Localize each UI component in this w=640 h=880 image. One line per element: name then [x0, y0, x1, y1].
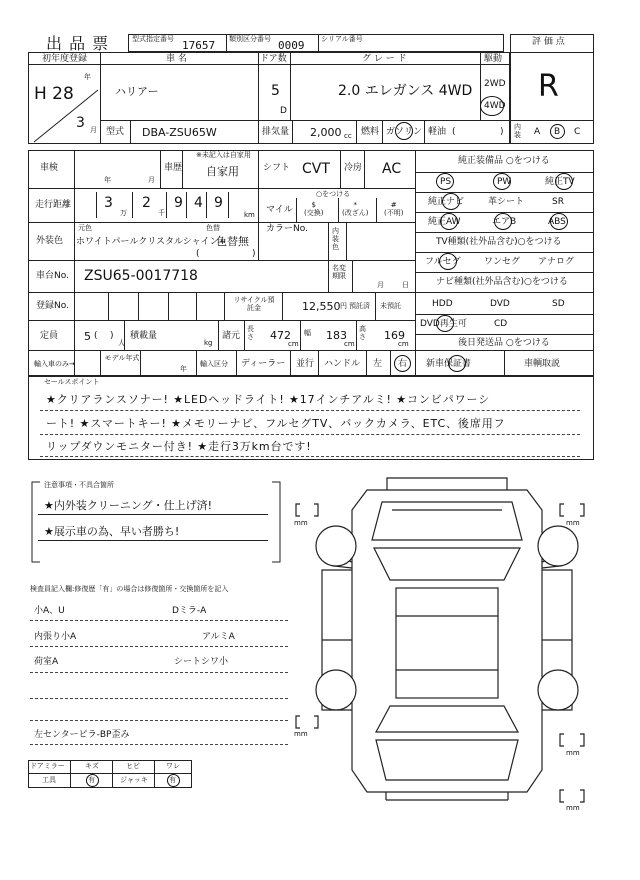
- length-value: 472: [270, 329, 291, 342]
- fuel-label: 燃料: [361, 127, 380, 137]
- displacement-label: 排気量: [262, 127, 290, 137]
- load-label: 積載量: [130, 331, 158, 341]
- inspector-entry: シートシワ小: [174, 657, 229, 667]
- interior-color-label: 内装色: [332, 227, 339, 252]
- meter-opt-exchange: $ (交換): [304, 201, 324, 217]
- chassis-label: 車台No.: [36, 271, 69, 281]
- inspector-entry: 荷室A: [34, 657, 59, 667]
- import-label: 輸入車のみ→: [34, 360, 75, 368]
- first-reg-label: 初年度登録: [42, 54, 88, 64]
- meter-opt-tamper: * (改ざん): [342, 201, 369, 217]
- cert-label: 型式指定番号: [132, 35, 174, 43]
- capacity-value: 5: [84, 330, 91, 343]
- grade-value: 2.0 エレガンス 4WD: [338, 83, 473, 99]
- model-label: 型式: [106, 127, 125, 137]
- tv-title: TV種類(社外品含む)○をつける: [436, 237, 562, 247]
- tire-unit: mm: [294, 519, 308, 527]
- mileage-digit: 9: [214, 195, 223, 211]
- import-type-label: 輸入区分: [200, 360, 228, 368]
- name-change-label: 名変期限: [332, 264, 346, 281]
- first-reg-month: 3: [76, 115, 85, 131]
- drive-label: 駆動: [484, 54, 503, 64]
- interior-label: 内装: [514, 123, 521, 139]
- serial-label: シリアル番号: [321, 35, 363, 43]
- shift-label: シフト: [263, 163, 291, 173]
- repaint-value: 色替無: [216, 235, 249, 248]
- width-value: 183: [326, 329, 347, 342]
- doors-label: ドア数: [260, 54, 287, 64]
- inspector-entry: 小A、U: [34, 606, 65, 616]
- fuel-value: ガソリン: [386, 127, 423, 137]
- airbag-selected-circle: [494, 213, 512, 230]
- tire-unit: mm: [566, 749, 580, 757]
- car-damage-diagram: [292, 470, 602, 810]
- inspector-entry: アルミA: [202, 632, 235, 642]
- chassis-value: ZSU65-0017718: [84, 268, 198, 284]
- history-value: 自家用: [206, 165, 239, 178]
- sales-points-label: セールスポイント: [44, 378, 100, 386]
- car-name: ハリアー: [115, 85, 159, 98]
- inspector-label: 検査員記入欄:修復歴「有」の場合は修復箇所・交換箇所を記入: [30, 585, 229, 593]
- meter-opt-unknown: # (不明): [384, 201, 404, 217]
- abs-selected-circle: [550, 213, 568, 230]
- car-name-label: 車 名: [166, 54, 187, 64]
- mileage-label: 走行距離: [35, 200, 72, 210]
- height-value: 169: [384, 329, 405, 342]
- first-reg-year: H 28: [34, 84, 74, 104]
- form-title: 出 品 票: [46, 34, 110, 53]
- color-no-label: カラーNo.: [266, 224, 308, 234]
- aircon-value: AC: [382, 161, 402, 177]
- shift-value: CVT: [302, 161, 330, 177]
- aw-selected-circle: [440, 213, 458, 230]
- grade-label: グ レ ー ド: [362, 54, 407, 64]
- model-year-label: モデル年式: [104, 354, 140, 362]
- cert-value: 17657: [182, 39, 216, 52]
- recycle-label: リサイクル預託金: [233, 296, 275, 313]
- mileage-digit: 2: [142, 195, 151, 211]
- notes-bracket: [28, 478, 284, 566]
- class-label: 類別区分番号: [229, 35, 271, 43]
- shaken-label: 車検: [40, 163, 59, 173]
- inspector-entry: 内張り小A: [34, 632, 77, 642]
- handle-label: ハンドル: [324, 359, 361, 369]
- aircon-label: 冷房: [344, 163, 363, 173]
- navi-title: ナビ種類(社外品含む)○をつける: [436, 277, 568, 287]
- tire-unit: mm: [566, 519, 580, 527]
- orig-color-value: ホワイトパールクリスタルシャイン+: [76, 237, 227, 247]
- reg-no-label: 登録No.: [36, 301, 69, 311]
- interior-selected-circle: [550, 124, 565, 139]
- genuine-title: 純正装備品 ○をつける: [458, 156, 550, 166]
- tire-unit: mm: [294, 730, 308, 738]
- displacement-value: 2,000: [310, 126, 342, 139]
- rating-label: 評 価 点: [532, 37, 565, 47]
- history-label: 車歴: [164, 163, 183, 173]
- ps-selected-circle: [436, 173, 454, 190]
- sales-line: ート! ★スマートキー! ★メモリーナビ、フルセグTV、バックカメラ、ETC、後席用フ: [46, 417, 506, 430]
- fuel-selected-circle: [395, 122, 413, 140]
- warranty-selected-circle: [448, 355, 466, 372]
- model-value: DBA-ZSU65W: [142, 126, 217, 139]
- inspector-entry: Dミラ-A: [172, 606, 207, 616]
- meter-label: マイル: [266, 205, 293, 215]
- note-line: ★展示車の為、早い者勝ち!: [44, 525, 180, 538]
- mileage-digit: 3: [104, 195, 113, 211]
- later-title: 後日発送品 ○をつける: [458, 338, 550, 348]
- class-value: 0009: [278, 39, 305, 52]
- recycle-value: 12,550: [302, 300, 341, 313]
- doors-value: 5: [271, 83, 280, 99]
- tv-selected-circle: [555, 173, 573, 190]
- sales-line: ★クリアランスソナー! ★LEDヘッドライト! ★17インチアルミ! ★コンビパワーシ: [46, 393, 491, 406]
- mileage-digit: 9: [174, 195, 183, 211]
- dvd-play-selected-circle: [436, 315, 454, 332]
- notes-label: 注意事項・不具合箇所: [44, 481, 114, 489]
- rating-value: R: [538, 69, 559, 104]
- inspector-entry: 左センターピラ-BP歪み: [34, 730, 130, 740]
- dims-label: 諸元: [222, 331, 241, 341]
- navi-selected-circle: [442, 193, 460, 210]
- fullseg-selected-circle: [439, 253, 457, 270]
- color-label: 外装色: [36, 236, 64, 246]
- pw-selected-circle: [493, 173, 511, 190]
- capacity-label: 定員: [40, 331, 59, 341]
- sales-line: リップダウンモニター付き! ★走行3万km台です!: [46, 440, 312, 453]
- handle-selected-circle: [394, 355, 411, 372]
- tire-unit: mm: [566, 804, 580, 812]
- mileage-digit: 4: [194, 195, 203, 211]
- note-line: ★内外装クリーニング・仕上げ済!: [44, 499, 213, 512]
- drive-selected-circle: [480, 96, 504, 116]
